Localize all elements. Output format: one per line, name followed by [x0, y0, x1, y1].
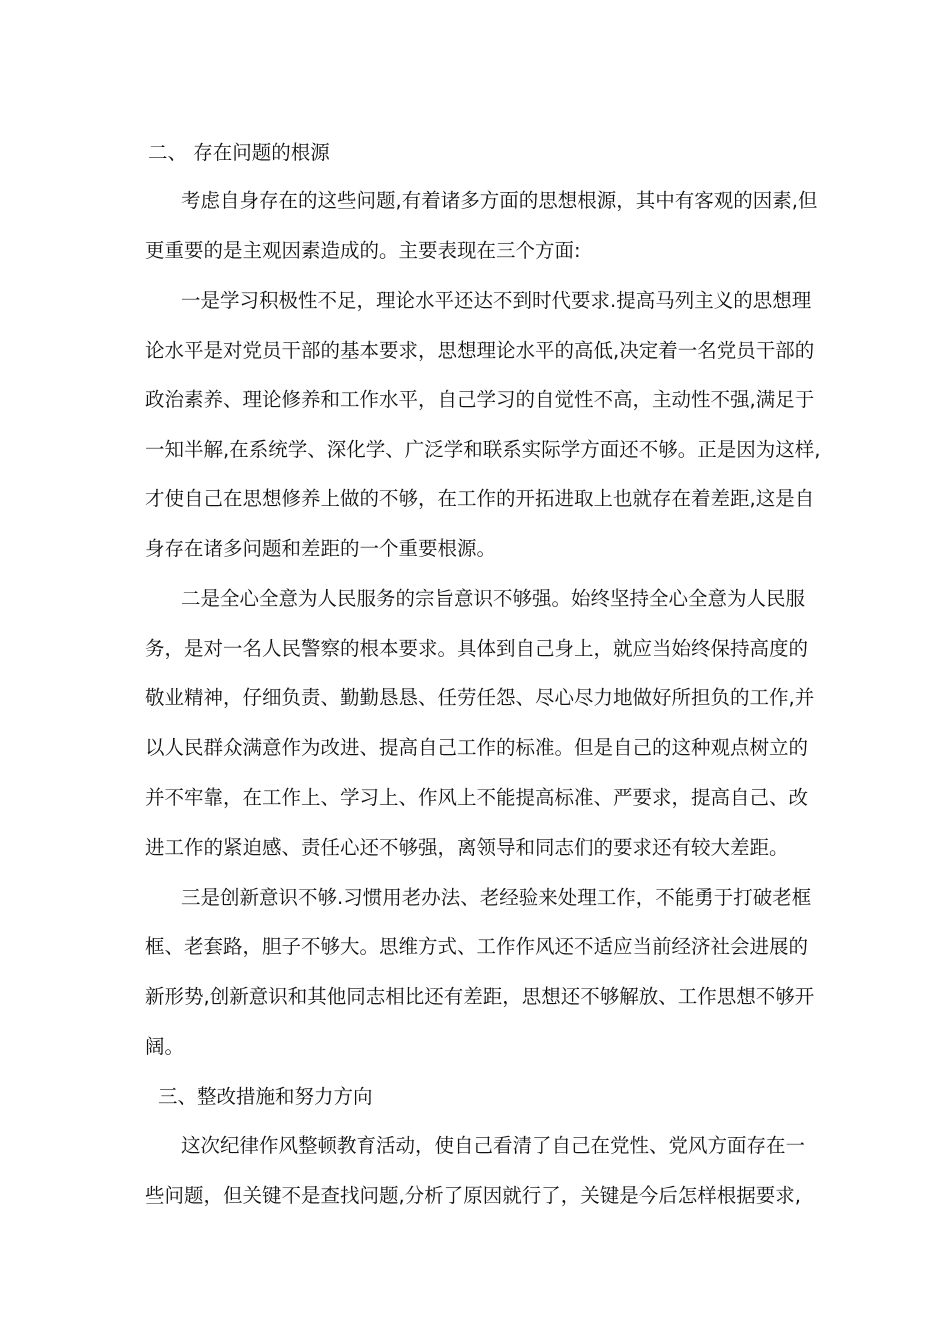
- section-heading-3: 三、整改措施和努力方向: [158, 1085, 373, 1108]
- paragraph-line: 些问题，但关键不是查找问题,分析了原因就行了，关键是今后怎样根据要求,: [145, 1184, 801, 1207]
- paragraph-line: 才使自己在思想修养上做的不够，在工作的开拓进取上也就存在着差距,这是自: [145, 487, 815, 510]
- paragraph-line: 一知半解,在系统学、深化学、广泛学和联系实际学方面还不够。正是因为这样,: [145, 438, 821, 461]
- paragraph-line: 一是学习积极性不足，理论水平还达不到时代要求.提高马列主义的思想理: [181, 289, 812, 312]
- paragraph-line: 考虑自身存在的这些问题,有着诸多方面的思想根源，其中有客观的因素,但: [181, 189, 818, 212]
- paragraph-line: 阔。: [145, 1035, 185, 1058]
- paragraph-line: 论水平是对党员干部的基本要求，思想理论水平的高低,决定着一名党员干部的: [145, 339, 815, 362]
- paragraph-line: 这次纪律作风整顿教育活动，使自己看清了自己在党性、党风方面存在一: [181, 1134, 806, 1157]
- paragraph-line: 三是创新意识不够.习惯用老办法、老经验来处理工作，不能勇于打破老框: [181, 886, 812, 909]
- paragraph-line: 敬业精神，仔细负责、勤勤恳恳、任劳任怨、尽心尽力地做好所担负的工作,并: [145, 686, 815, 709]
- paragraph-line: 更重要的是主观因素造成的。主要表现在三个方面:: [145, 239, 581, 262]
- paragraph-line: 二是全心全意为人民服务的宗旨意识不够强。始终坚持全心全意为人民服: [181, 587, 806, 610]
- paragraph-line: 务，是对一名人民警察的根本要求。具体到自己身上，就应当始终保持高度的: [145, 637, 809, 660]
- paragraph-line: 新形势,创新意识和其他同志相比还有差距，思想还不够解放、工作思想不够开: [145, 985, 815, 1008]
- paragraph-line: 政治素养、理论修养和工作水平，自己学习的自觉性不高，主动性不强,满足于: [145, 388, 815, 411]
- paragraph-line: 框、老套路，胆子不够大。思维方式、工作作风还不适应当前经济社会进展的: [145, 935, 809, 958]
- paragraph-line: 进工作的紧迫感、责任心还不够强，离领导和同志们的要求还有较大差距。: [145, 836, 789, 859]
- paragraph-line: 身存在诸多问题和差距的一个重要根源。: [145, 537, 497, 560]
- paragraph-line: 并不牢靠，在工作上、学习上、作风上不能提高标准、严要求，提高自己、改: [145, 786, 809, 809]
- paragraph-line: 以人民群众满意作为改进、提高自己工作的标准。但是自己的这种观点树立的: [145, 736, 809, 759]
- section-heading-2: 二、 存在问题的根源: [148, 141, 330, 164]
